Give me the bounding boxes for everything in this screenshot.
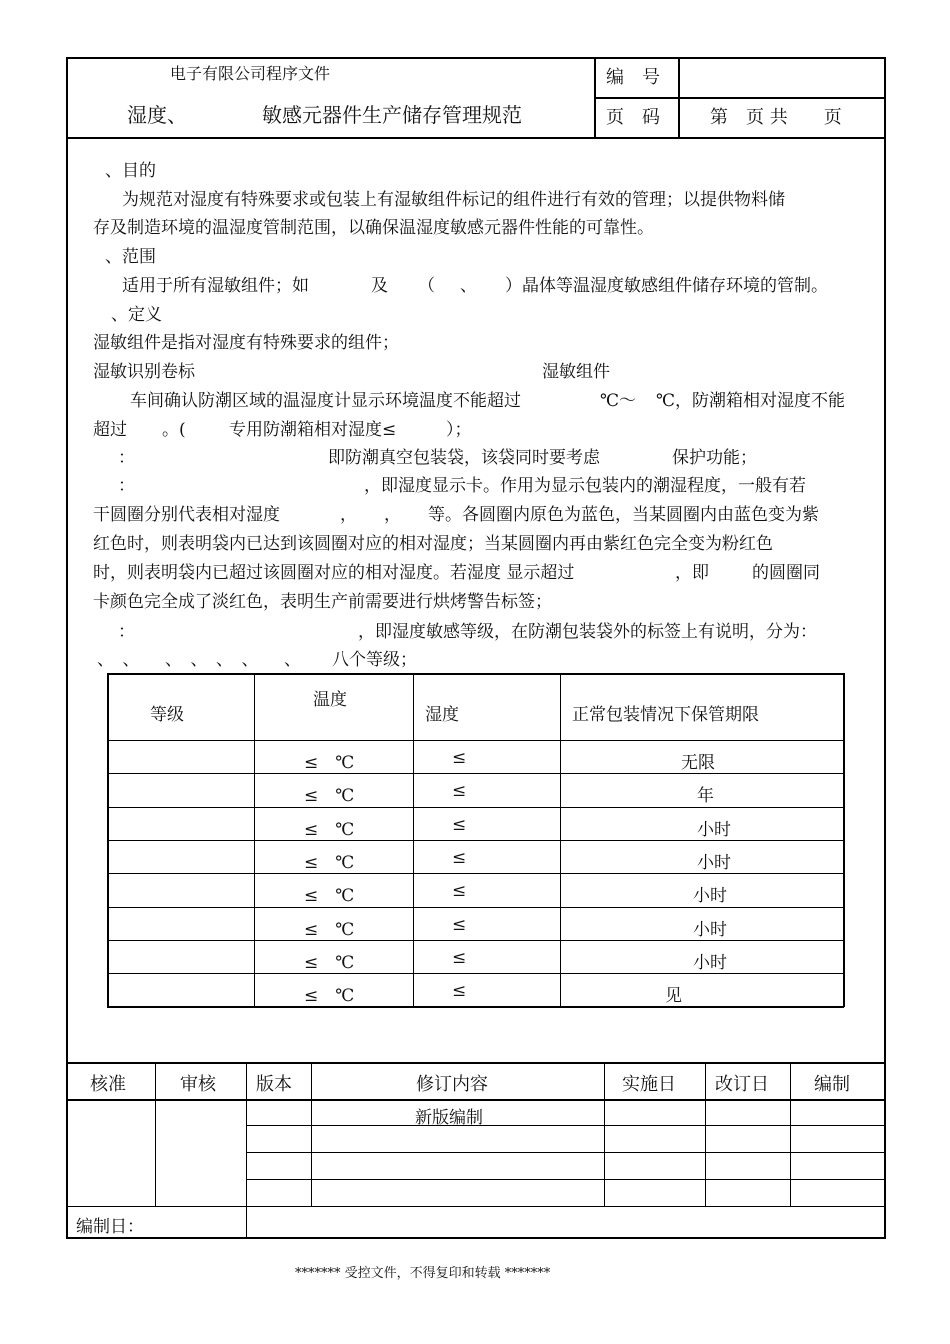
level-row-temp: ≤ ℃ xyxy=(304,953,355,973)
level-row-period: 年 xyxy=(697,786,714,806)
level-row-humidity: ≤ xyxy=(452,981,467,1001)
definition-4-text-end: 保护功能； xyxy=(672,448,757,468)
definition-6-list: 、 、 、 、 、 、 、 xyxy=(97,650,301,670)
scope-text-b: 及 xyxy=(371,276,388,296)
scope-text-a: 适用于所有湿敏组件；如 xyxy=(122,276,309,296)
revision-header-prepared: 编制 xyxy=(814,1074,850,1095)
level-row-temp: ≤ ℃ xyxy=(304,786,355,806)
definition-3-line2d: ）； xyxy=(446,420,472,440)
level-header-humidity: 湿度 xyxy=(425,705,459,725)
section-scope-heading: 、范围 xyxy=(105,247,156,267)
scope-text-c: （ xyxy=(418,276,435,296)
level-header-temp: 温度 xyxy=(313,690,347,710)
definition-3-line1a: 车间确认防潮区域的温湿度计显示环境温度不能超过 xyxy=(130,391,521,411)
definition-3-line1c: ℃，防潮箱相对湿度不能 xyxy=(656,391,846,411)
revision-header-review: 审核 xyxy=(180,1074,216,1095)
level-row-period: 无限 xyxy=(681,753,715,773)
revision-header-revision-date: 改订日 xyxy=(715,1074,769,1095)
definition-1: 湿敏组件是指对湿度有特殊要求的组件； xyxy=(93,333,399,353)
definition-4-colon: ： xyxy=(118,448,135,468)
level-row-period: 小时 xyxy=(693,953,727,973)
definition-5-line4a: 时，则表明袋内已超过该圆圈对应的相对湿度。若湿度 显示超过 xyxy=(93,563,575,583)
company-name: 电子有限公司程序文件 xyxy=(170,64,331,83)
level-row-temp: ≤ ℃ xyxy=(304,886,355,906)
level-row-humidity: ≤ xyxy=(452,948,467,968)
definition-5-line2c: ， xyxy=(384,505,401,525)
section-purpose-heading: 、目的 xyxy=(105,161,156,181)
definition-5-line2a: 干圆圈分别代表相对湿度 xyxy=(93,505,280,525)
level-header-grade: 等级 xyxy=(150,705,184,725)
level-row-humidity: ≤ xyxy=(452,781,467,801)
section-definition-heading: 、定义 xyxy=(111,305,162,325)
level-row-temp: ≤ ℃ xyxy=(304,820,355,840)
definition-6-colon: ： xyxy=(118,622,135,642)
definition-5-line2d: 等。各圆圈内原色为蓝色，当某圆圈内由蓝色变为紫 xyxy=(428,505,819,525)
definition-5-line2b: ， xyxy=(340,505,357,525)
definition-5-line3: 红色时，则表明袋内已达到该圆圈对应的相对湿度；当某圆圈内再由紫红色完全变为粉红色 xyxy=(93,534,773,554)
revision-header-approve: 核准 xyxy=(90,1074,126,1095)
level-row-temp: ≤ ℃ xyxy=(304,853,355,873)
definition-6-list-end: 八个等级； xyxy=(332,650,417,670)
revision-header-version: 版本 xyxy=(256,1074,292,1095)
purpose-line-1: 为规范对湿度有特殊要求或包装上有湿敏组件标记的组件进行有效的管理；以提供物料储 xyxy=(122,190,785,210)
doc-title-part1: 湿度、 xyxy=(127,103,187,127)
revision-header-effective-date: 实施日 xyxy=(622,1074,676,1095)
level-row-period: 小时 xyxy=(693,920,727,940)
prepared-date-label: 编制日： xyxy=(76,1217,144,1237)
controlled-document-note: ******* 受控文件，不得复印和转载 ******* xyxy=(295,1266,551,1281)
definition-3-line2c: 专用防潮箱相对湿度≤ xyxy=(229,420,397,440)
level-row-humidity: ≤ xyxy=(452,915,467,935)
page-value: 第 页 共 页 xyxy=(710,107,842,128)
scope-text-e: ）晶体等温湿度敏感组件储存环境的管制。 xyxy=(505,276,828,296)
level-header-period: 正常包装情况下保管期限 xyxy=(572,705,759,725)
definition-5-line5: 卡颜色完全成了淡红色，表明生产前需要进行烘烤警告标签； xyxy=(93,592,552,612)
level-row-humidity: ≤ xyxy=(452,848,467,868)
level-row-temp: ≤ ℃ xyxy=(304,920,355,940)
definition-6-text: ，即湿度敏感等级，在防潮包装袋外的标签上有说明，分为： xyxy=(358,622,817,642)
level-row-humidity: ≤ xyxy=(452,815,467,835)
definition-2-term: 湿敏组件 xyxy=(542,362,610,382)
purpose-line-2: 存及制造环境的温湿度管制范围，以确保温湿度敏感元器件性能的可靠性。 xyxy=(93,218,654,238)
definition-5-line1: ，即湿度显示卡。作用为显示包装内的潮湿程度，一般有若 xyxy=(364,476,806,496)
level-row-period: 见 xyxy=(665,986,682,1006)
definition-2-label: 湿敏识别卷标 xyxy=(93,362,195,382)
definition-5-colon: ： xyxy=(118,476,135,496)
definition-3-line2b: 。( xyxy=(162,420,186,440)
definition-3-line2a: 超过 xyxy=(93,420,127,440)
definition-4-text: 即防潮真空包装袋，该袋同时要考虑 xyxy=(328,448,600,468)
level-row-period: 小时 xyxy=(697,853,731,873)
revision-row-content: 新版编制 xyxy=(415,1108,483,1128)
doc-title-part2: 敏感元器件生产储存管理规范 xyxy=(262,103,522,127)
level-row-period: 小时 xyxy=(693,886,727,906)
level-row-period: 小时 xyxy=(697,820,731,840)
level-row-humidity: ≤ xyxy=(452,881,467,901)
scope-text-d: 、 xyxy=(460,276,477,296)
level-row-temp: ≤ ℃ xyxy=(304,753,355,773)
definition-5-line4c: 的圆圈同 xyxy=(752,563,820,583)
level-row-temp: ≤ ℃ xyxy=(304,986,355,1006)
definition-5-line4b: ，即 xyxy=(675,563,709,583)
definition-3-line1b: ℃～ xyxy=(600,391,637,411)
level-row-humidity: ≤ xyxy=(452,748,467,768)
code-label: 编 号 xyxy=(606,67,660,88)
page-label: 页 码 xyxy=(606,107,660,128)
revision-header-content: 修订内容 xyxy=(416,1074,488,1095)
